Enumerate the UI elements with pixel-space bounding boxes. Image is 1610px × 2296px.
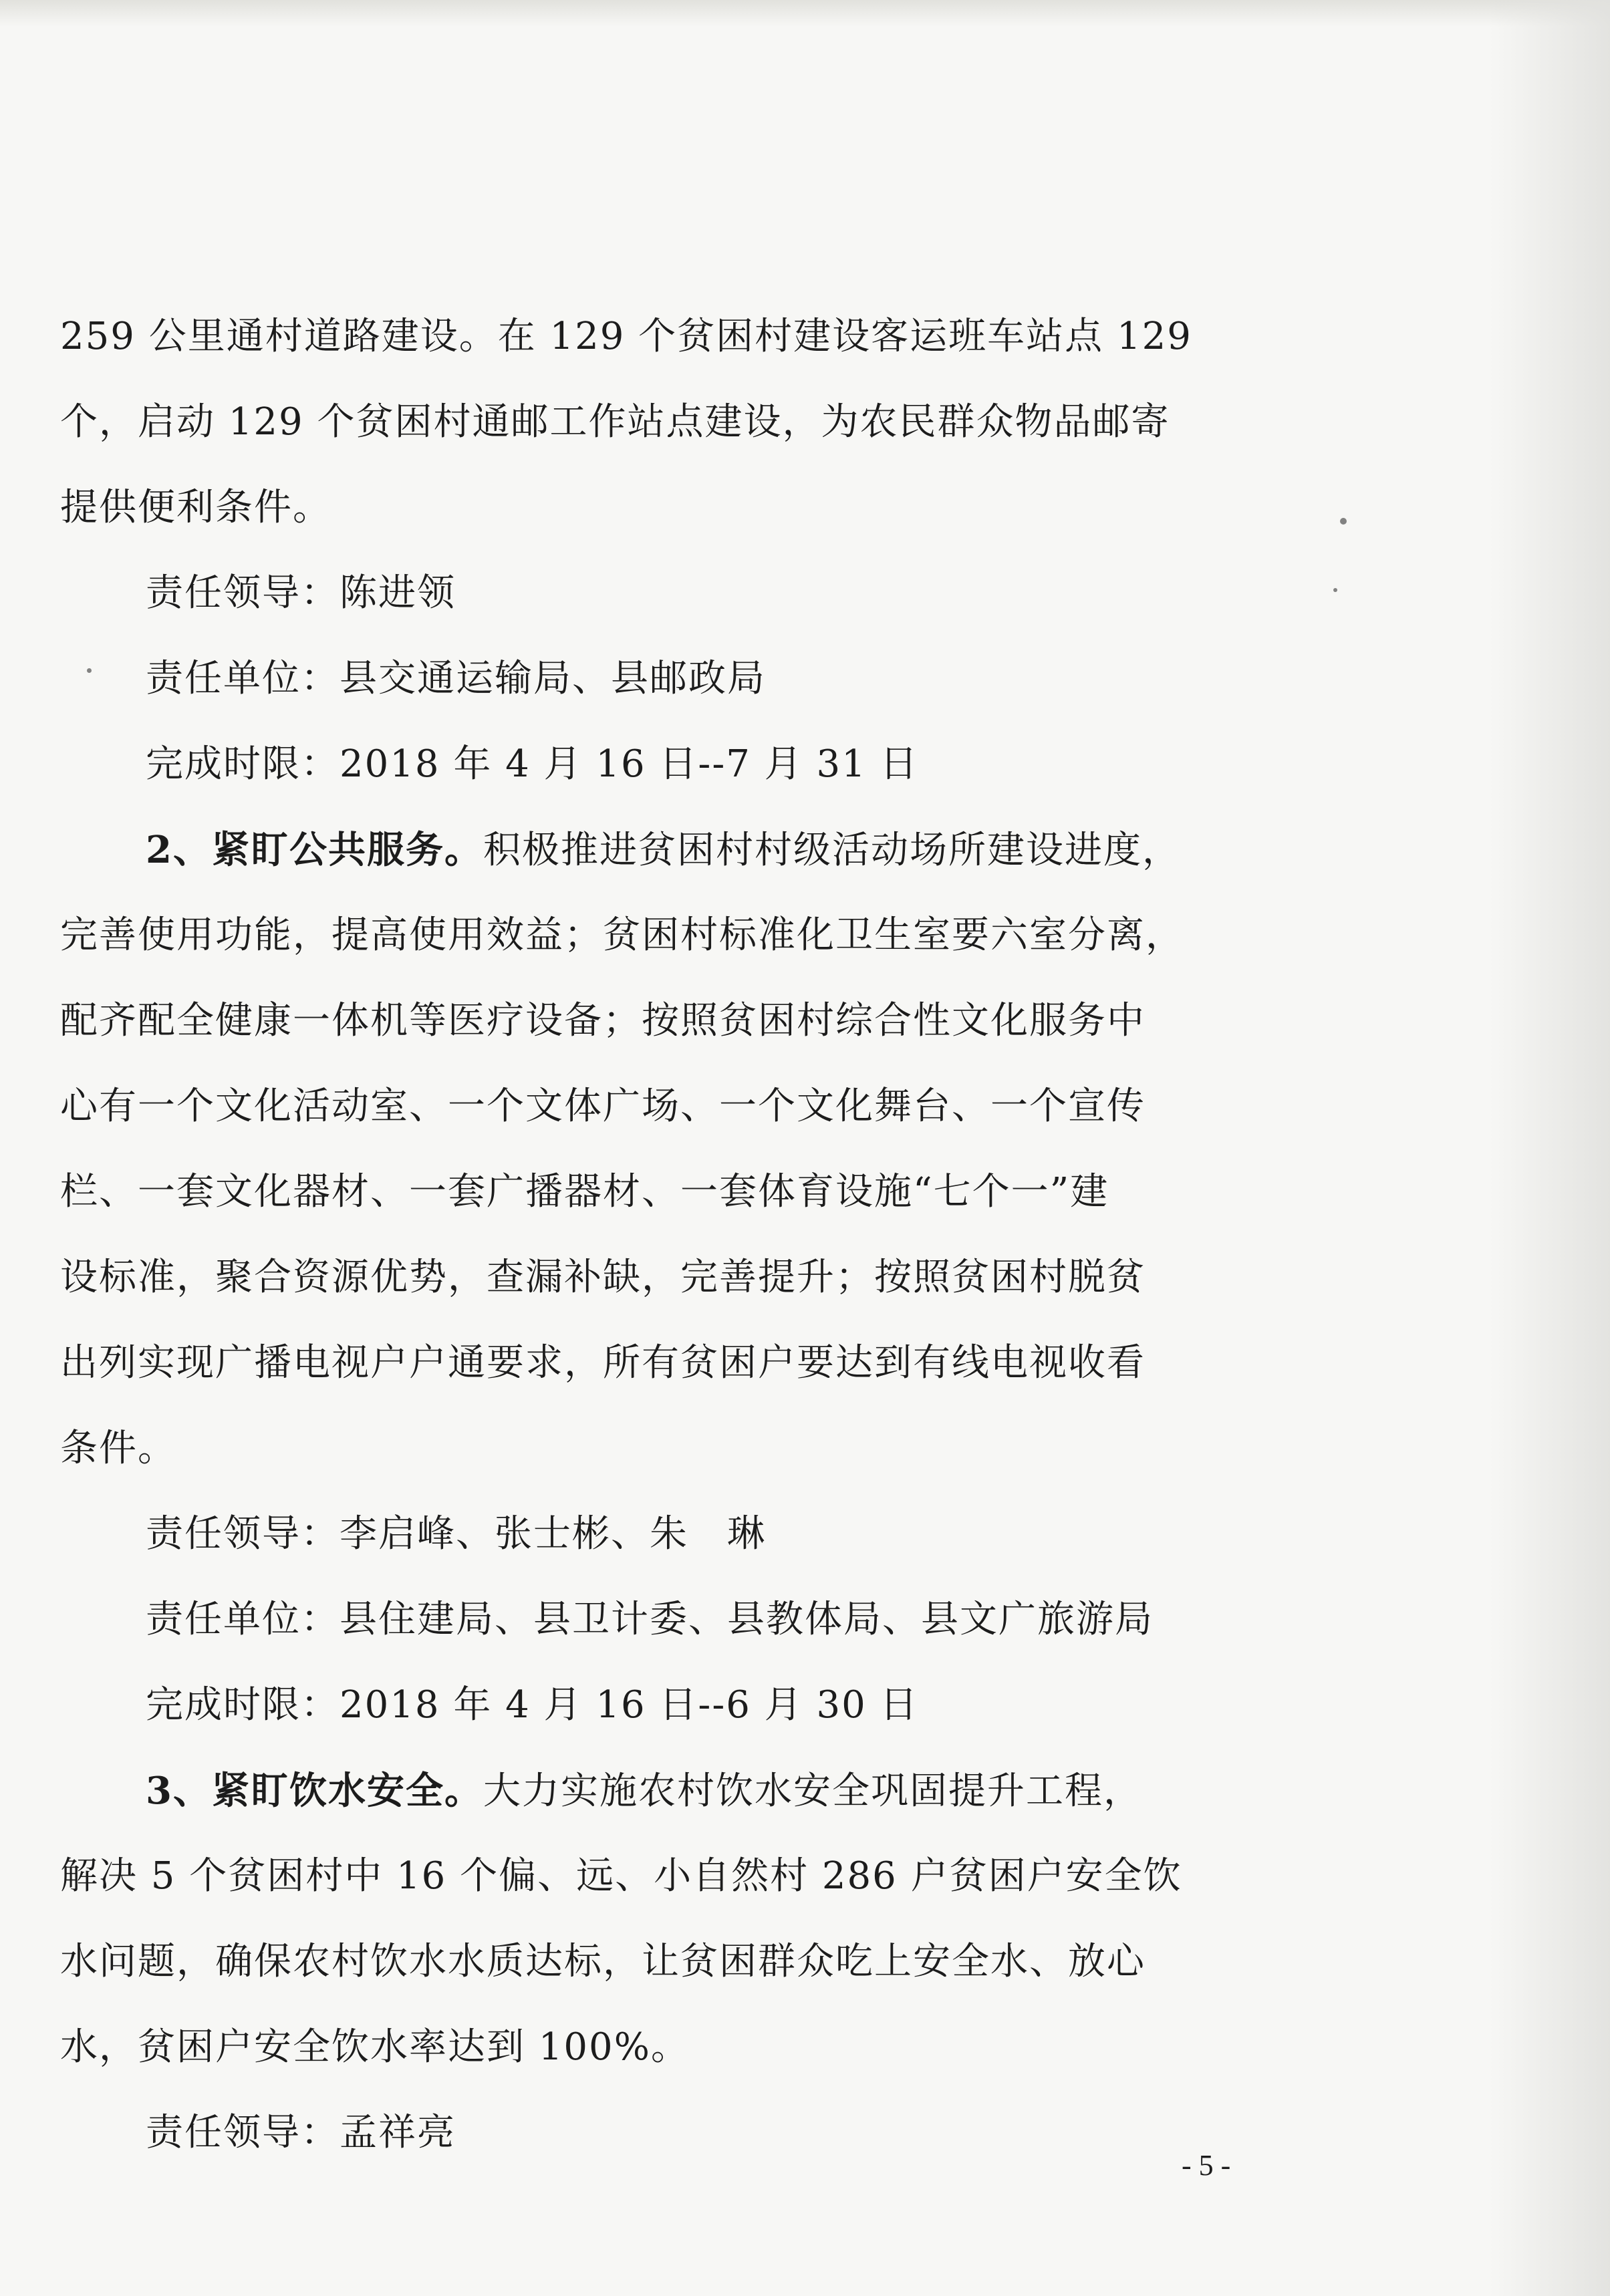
item3-first-line-text: 大力实施农村饮水安全巩固提升工程， [483, 1769, 1142, 1813]
responsible-unit: 责任单位：县住建局、县卫计委、县教体局、县文广旅游局 [146, 1598, 1154, 1641]
document-body [60, 294, 1250, 2176]
item3-heading: 3、紧盯饮水安全。 [146, 1769, 483, 1813]
text-line: 水，贫困户安全饮水率达到 100%。 [60, 2025, 690, 2069]
scan-top-shadow [0, 0, 1610, 27]
text-line: 个，启动 129 个贫困村通邮工作站点建设，为农民群众物品邮寄 [60, 400, 1170, 444]
item3-first-line [60, 1748, 1250, 1834]
text-line: 配齐配全健康一体机等医疗设备；按照贫困村综合性文化服务中 [60, 999, 1146, 1042]
text-line: 完善使用功能，提高使用效益；贫困村标准化卫生室要六室分离， [60, 913, 1184, 957]
completion-deadline: 完成时限：2018 年 4 月 16 日--7 月 31 日 [146, 742, 919, 786]
text-line: 栏、一套文化器材、一套广播器材、一套体育设施“七个一”建 [60, 1170, 1109, 1213]
text-line: 条件。 [60, 1427, 176, 1470]
item2-first-line [60, 807, 1250, 893]
text-line: 出列实现广播电视户户通要求，所有贫困户要达到有线电视收看 [60, 1341, 1146, 1385]
text-line: 解决 5 个贫困村中 16 个偏、远、小自然村 286 户贫困户安全饮 [60, 1854, 1182, 1898]
completion-deadline: 完成时限：2018 年 4 月 16 日--6 月 30 日 [146, 1683, 919, 1727]
item1-meta [60, 551, 1250, 807]
text-line: 提供便利条件。 [60, 486, 331, 529]
text-line: 心有一个文化活动室、一个文体广场、一个文化舞台、一个宣传 [60, 1085, 1146, 1128]
paragraph-intro [60, 294, 1250, 551]
page-number: - 5 - [1182, 2149, 1231, 2182]
scan-right-shadow [1490, 0, 1610, 2296]
responsible-unit: 责任单位：县交通运输局、县邮政局 [146, 657, 766, 700]
text-line: 水问题，确保农村饮水水质达标，让贫困群众吃上安全水、放心 [60, 1940, 1146, 1983]
text-line: 259 公里通村道路建设。在 129 个贫困村建设客运班车站点 129 [60, 315, 1192, 358]
responsible-leader: 责任领导：孟祥亮 [146, 2111, 456, 2154]
responsible-leader: 责任领导：陈进领 [146, 571, 456, 615]
item2-heading: 2、紧盯公共服务。 [146, 828, 483, 872]
scan-speck [1340, 518, 1347, 525]
item2-public-services [60, 807, 1250, 1748]
text-line: 设标准，聚合资源优势，查漏补缺，完善提升；按照贫困村脱贫 [60, 1256, 1146, 1299]
item2-first-line-text: 积极推进贫困村村级活动场所建设进度， [483, 829, 1181, 872]
responsible-leader: 责任领导：李启峰、张士彬、朱 琳 [146, 1512, 766, 1556]
item3-drinking-water [60, 1748, 1250, 2176]
scan-speck [1333, 588, 1337, 592]
